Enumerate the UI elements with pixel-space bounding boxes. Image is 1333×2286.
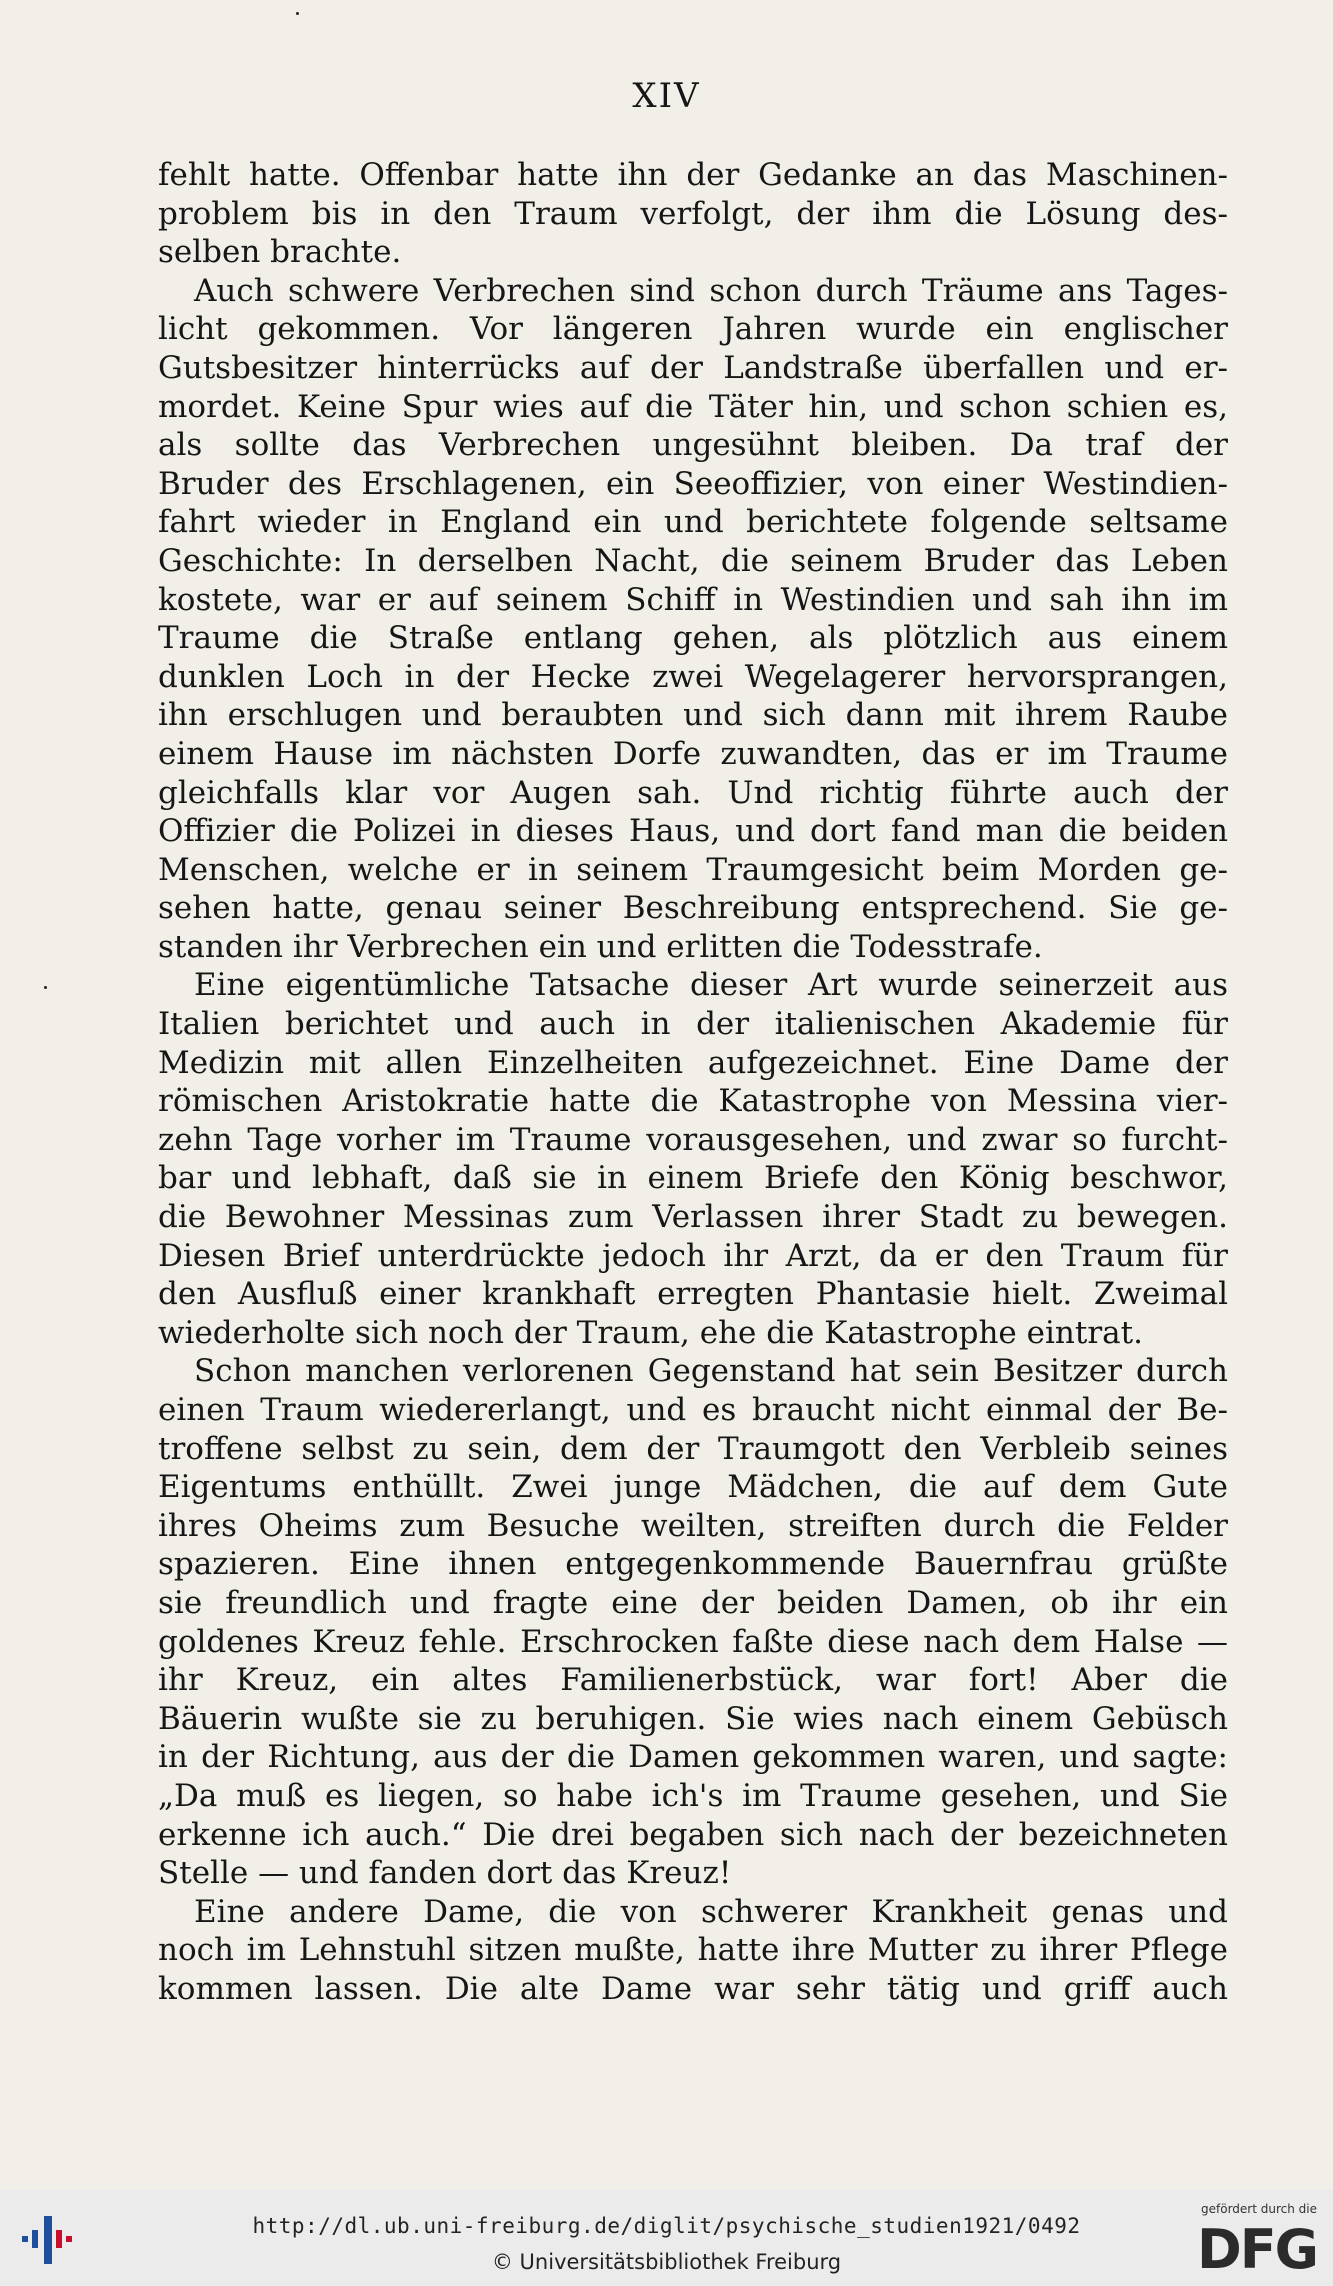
text-line: Auch schwere Verbrechen sind schon durch Träume ans Tages- <box>194 272 1228 309</box>
text-line: Eine andere Dame, die von schwerer Krankheit genas und <box>194 1893 1228 1930</box>
text-line: noch im Lehnstuhl sitzen mußte, hatte ihre Mutter zu ihrer Pflege <box>158 1932 1228 1969</box>
text-line: Diesen Brief unterdrückte jedoch ihr Arzt, da er den Traum für <box>158 1237 1228 1274</box>
text-line: Italien berichtet und auch in der italienischen Akademie für <box>158 1006 1228 1043</box>
text-line: Eine eigentümliche Tatsache dieser Art wurde seinerzeit aus <box>194 967 1228 1004</box>
text-line: zehn Tage vorher im Traume vorausgesehen, und zwar so furcht- <box>158 1121 1228 1158</box>
scan-speck <box>44 986 47 989</box>
text-line: ihn erschlugen und beraubten und sich dann mit ihrem Raube <box>158 697 1228 734</box>
text-line: selben brachte. <box>158 234 402 271</box>
text-line: Bäuerin wußte sie zu beruhigen. Sie wies nach einem Gebüsch <box>158 1700 1228 1737</box>
text-line: sehen hatte, genau seiner Beschreibung entsprechend. Sie ge- <box>158 890 1228 927</box>
text-line: Schon manchen verlorenen Gegenstand hat sein Besitzer durch <box>194 1353 1228 1390</box>
text-line: Menschen, welche er in seinem Traumgesicht beim Morden ge- <box>158 851 1228 888</box>
text-line: die Bewohner Messinas zum Verlassen ihrer Stadt zu bewegen. <box>158 1199 1228 1236</box>
text-line: dunklen Loch in der Hecke zwei Wegelagerer hervorsprangen, <box>158 658 1228 695</box>
text-line: Offizier die Polizei in dieses Haus, und dort fand man die beiden <box>158 813 1228 850</box>
text-line: ihr Kreuz, ein altes Familienerbstück, war fort! Aber die <box>158 1662 1228 1699</box>
text-line: wiederholte sich noch der Traum, ehe die Katastrophe eintrat. <box>158 1314 1143 1351</box>
scan-speck <box>296 12 299 15</box>
text-line: kostete, war er auf seinem Schiff in Westindien und sah ihn im <box>158 581 1228 618</box>
text-line: in der Richtung, aus der die Damen gekommen waren, und sagte: <box>158 1739 1228 1776</box>
text-line: Medizin mit allen Einzelheiten aufgezeichnet. Eine Dame der <box>158 1044 1228 1081</box>
text-line: spazieren. Eine ihnen entgegenkommende Bauernfrau grüßte <box>158 1546 1228 1583</box>
text-line: bar und lebhaft, daß sie in einem Briefe den König beschwor, <box>158 1160 1228 1197</box>
text-line: den Ausfluß einer krankhaft erregten Phantasie hielt. Zweimal <box>158 1276 1228 1313</box>
text-line: licht gekommen. Vor längeren Jahren wurde ein englischer <box>158 311 1228 348</box>
text-line: mordet. Keine Spur wies auf die Täter hin, und schon schien es, <box>158 388 1228 425</box>
text-line: Eigentums enthüllt. Zwei junge Mädchen, die auf dem Gute <box>158 1469 1228 1506</box>
source-url-link[interactable]: http://dl.ub.uni-freiburg.de/diglit/psychische_studien1921/0492 <box>252 2214 1081 2238</box>
text-line: einen Traum wiedererlangt, und es braucht nicht einmal der Be- <box>158 1392 1228 1428</box>
text-line: ihres Oheims zum Besuche weilten, streiften durch die Felder <box>158 1507 1228 1544</box>
text-line: einem Hause im nächsten Dorfe zuwandten, das er im Traume <box>158 735 1228 772</box>
text-line: erkenne ich auch.“ Die drei begaben sich nach der bezeichneten <box>158 1816 1228 1853</box>
footer-bar <box>0 2190 1333 2286</box>
page-number: XIV <box>632 76 701 116</box>
text-line: „Da muß es liegen, so habe ich's im Traume gesehen, und Sie <box>158 1777 1228 1814</box>
text-line: fahrt wieder in England ein und berichtete folgende seltsame <box>158 504 1228 541</box>
body-text <box>158 156 1228 2009</box>
dfg-caption: gefördert durch die <box>1201 2202 1317 2216</box>
text-line: Gutsbesitzer hinterrücks auf der Landstraße überfallen und er- <box>158 349 1228 386</box>
text-line: troffene selbst zu sein, dem der Traumgott den Verbleib seines <box>158 1430 1228 1467</box>
text-line: goldenes Kreuz fehle. Erschrocken faßte diese nach dem Halse — <box>158 1623 1228 1660</box>
text-line: standen ihr Verbrechen ein und erlitten die Todesstrafe. <box>158 928 1043 965</box>
text-line: Geschichte: In derselben Nacht, die seinem Bruder das Leben <box>158 542 1228 579</box>
text-line: gleichfalls klar vor Augen sah. Und richtig führte auch der <box>158 774 1228 811</box>
copyright-notice: © Universitätsbibliothek Freiburg <box>491 2250 842 2274</box>
text-line: sie freundlich und fragte eine der beiden Damen, ob ihr ein <box>158 1584 1228 1621</box>
text-line: fehlt hatte. Offenbar hatte ihn der Gedanke an das Maschinen- <box>158 157 1228 193</box>
dfg-wordmark: DFG <box>1196 2218 1317 2281</box>
text-line: kommen lassen. Die alte Dame war sehr tätig und griff auch <box>158 1970 1228 2007</box>
text-line: Traume die Straße entlang gehen, als plötzlich aus einem <box>158 620 1228 657</box>
text-line: Stelle — und fanden dort das Kreuz! <box>158 1855 732 1892</box>
text-line: problem bis in den Traum verfolgt, der ihm die Lösung des- <box>158 195 1228 232</box>
text-line: Bruder des Erschlagenen, ein Seeoffizier, von einer Westindien- <box>158 465 1228 502</box>
text-line: römischen Aristokratie hatte die Katastrophe von Messina vier- <box>158 1083 1228 1120</box>
dfg-logo <box>1147 2202 1317 2280</box>
text-line: als sollte das Verbrechen ungesühnt bleiben. Da traf der <box>158 427 1228 464</box>
